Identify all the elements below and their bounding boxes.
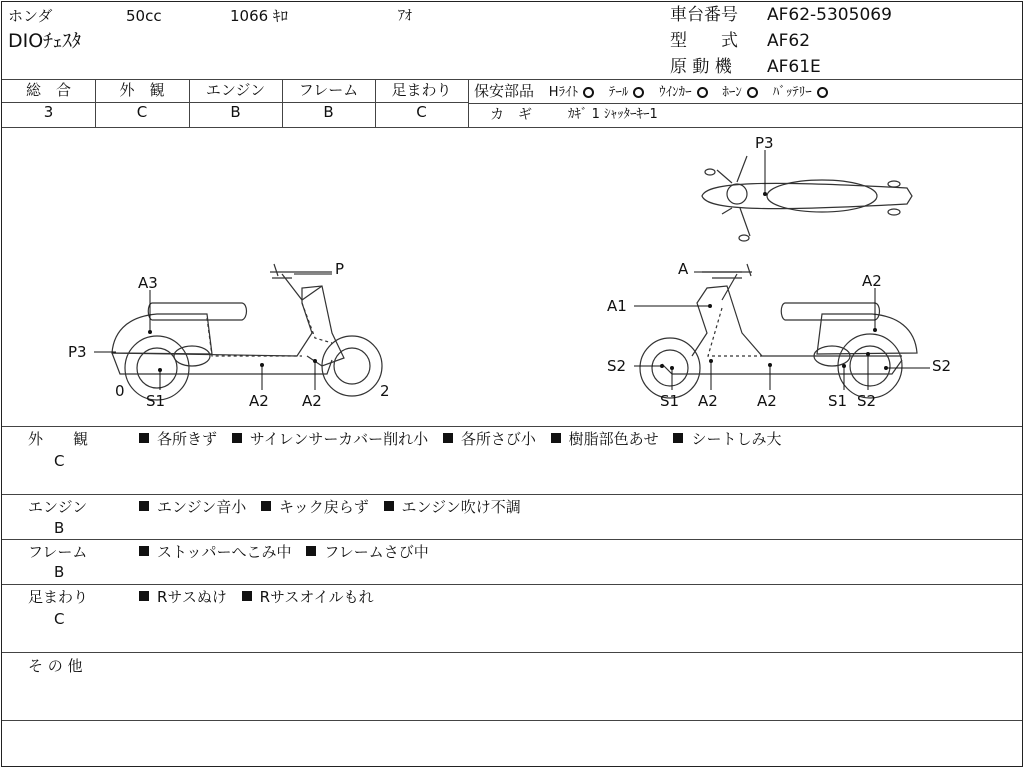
ok-circle-icon xyxy=(747,87,758,98)
safety-item-winker: ｳｲﾝｶｰ xyxy=(659,85,692,100)
section-other-title: そ の 他 xyxy=(28,657,83,675)
label-S2: S2 xyxy=(932,357,952,375)
section-frame-grade: B xyxy=(54,563,65,581)
divider xyxy=(2,584,1022,585)
defect-item: サイレンサーカバー削れ小 xyxy=(249,430,429,448)
defect-item: 各所さび小 xyxy=(460,430,536,448)
bullet-icon xyxy=(139,501,149,511)
bullet-icon xyxy=(443,433,453,443)
engine-value: AF61E xyxy=(767,57,821,77)
section-frame-title: フレーム xyxy=(28,543,88,561)
grade-header-exterior: 外 観 xyxy=(119,81,165,99)
bullet-icon xyxy=(306,546,316,556)
divider xyxy=(2,720,1022,721)
section-engine-grade: B xyxy=(54,519,65,537)
section-suspension-title: 足まわり xyxy=(28,588,89,606)
defect-item: 樹脂部色あせ xyxy=(568,430,659,448)
label-P3: P3 xyxy=(755,134,774,152)
left-callout-dots xyxy=(148,330,317,372)
right-callout-dots xyxy=(660,192,888,370)
divider xyxy=(2,494,1022,495)
defect-item: Rサスぬけ xyxy=(157,588,227,606)
label-P: P xyxy=(335,260,345,278)
safety-item-horn: ﾎｰﾝ xyxy=(722,85,742,100)
defect-item: フレームさび中 xyxy=(324,543,429,561)
inspection-sheet xyxy=(1,1,1023,767)
left-callout-lines xyxy=(94,274,332,390)
grade-frame: B xyxy=(323,103,334,121)
key-value: ｶｷﾞ 1 ｼｬｯﾀｰｷｰ1 xyxy=(568,107,658,122)
label-P3: P3 xyxy=(68,343,87,361)
model-name: DIOﾁｪｽﾀ xyxy=(8,30,82,52)
label-A2: A2 xyxy=(698,392,718,410)
bullet-icon xyxy=(551,433,561,443)
ok-circle-icon xyxy=(817,87,828,98)
label-2: 2 xyxy=(380,382,390,400)
section-exterior-grade: C xyxy=(54,452,65,470)
grade-engine: B xyxy=(230,103,241,121)
label-A: A xyxy=(678,260,689,278)
divider xyxy=(2,426,1022,427)
mileage: 1066 ｷﾛ xyxy=(230,7,288,25)
defect-item: エンジン吹け不調 xyxy=(401,498,521,516)
label-S2: S2 xyxy=(607,357,627,375)
section-frame-items xyxy=(139,545,439,560)
grade-header-suspension: 足まわり xyxy=(391,81,452,99)
ok-circle-icon xyxy=(583,87,594,98)
defect-item: シートしみ大 xyxy=(691,430,782,448)
bullet-icon xyxy=(232,433,242,443)
section-engine-title: エンジン xyxy=(28,498,88,516)
section-exterior-title: 外 観 xyxy=(28,430,89,448)
bullet-icon xyxy=(673,433,683,443)
frame-no-label: 車台番号 xyxy=(670,5,738,25)
bullet-icon xyxy=(242,591,252,601)
divider xyxy=(468,103,1022,104)
grade-overall: 3 xyxy=(43,103,54,121)
bullet-icon xyxy=(261,501,271,511)
label-S1: S1 xyxy=(146,392,166,410)
maker: ホンダ xyxy=(8,7,53,25)
safety-item-tail: ﾃｰﾙ xyxy=(608,85,629,100)
grade-header-frame: フレーム xyxy=(298,81,359,99)
bullet-icon xyxy=(139,433,149,443)
grade-exterior: C xyxy=(136,103,148,121)
grade-header-engine: エンジン xyxy=(205,81,266,99)
label-0: 0 xyxy=(115,382,125,400)
divider xyxy=(2,539,1022,540)
type-value: AF62 xyxy=(767,31,811,51)
color: ｱｵ xyxy=(398,8,412,24)
engine-label: 原 動 機 xyxy=(670,57,732,77)
section-suspension-grade: C xyxy=(54,610,65,628)
label-A2: A2 xyxy=(302,392,322,410)
grade-suspension: C xyxy=(416,103,427,121)
label-S1: S1 xyxy=(828,392,848,410)
bullet-icon xyxy=(384,501,394,511)
label-S2: S2 xyxy=(857,392,877,410)
label-A2: A2 xyxy=(249,392,269,410)
divider xyxy=(2,79,1022,80)
key-label: カ ギ xyxy=(490,107,532,123)
displacement: 50cc xyxy=(126,7,162,25)
defect-item: キック戻らず xyxy=(279,498,369,516)
grade-header-overall: 総 合 xyxy=(25,81,71,99)
label-S1: S1 xyxy=(660,392,680,410)
defect-item: Rサスオイルもれ xyxy=(259,588,374,606)
section-suspension-items xyxy=(139,590,384,605)
bullet-icon xyxy=(139,546,149,556)
label-A3: A3 xyxy=(138,274,158,292)
defect-item: エンジン音小 xyxy=(157,498,247,516)
type-label: 型 式 xyxy=(670,31,738,51)
safety-label: 保安部品 xyxy=(474,82,535,100)
safety-item-battery: ﾊﾞｯﾃﾘｰ xyxy=(772,85,812,100)
label-A1: A1 xyxy=(607,297,627,315)
bullet-icon xyxy=(139,591,149,601)
ok-circle-icon xyxy=(633,87,644,98)
safety-row xyxy=(474,84,838,99)
defect-item: ストッパーへこみ中 xyxy=(157,543,292,561)
label-A2: A2 xyxy=(862,272,882,290)
defect-item: 各所きず xyxy=(157,430,218,448)
ok-circle-icon xyxy=(697,87,708,98)
section-exterior-items xyxy=(139,432,791,447)
section-engine-items xyxy=(139,500,531,515)
frame-no: AF62-5305069 xyxy=(767,5,892,25)
label-A2: A2 xyxy=(757,392,777,410)
divider xyxy=(2,652,1022,653)
scooter-diagram xyxy=(2,128,1022,426)
safety-item-headlight: Hﾗｲﾄ xyxy=(548,85,579,100)
